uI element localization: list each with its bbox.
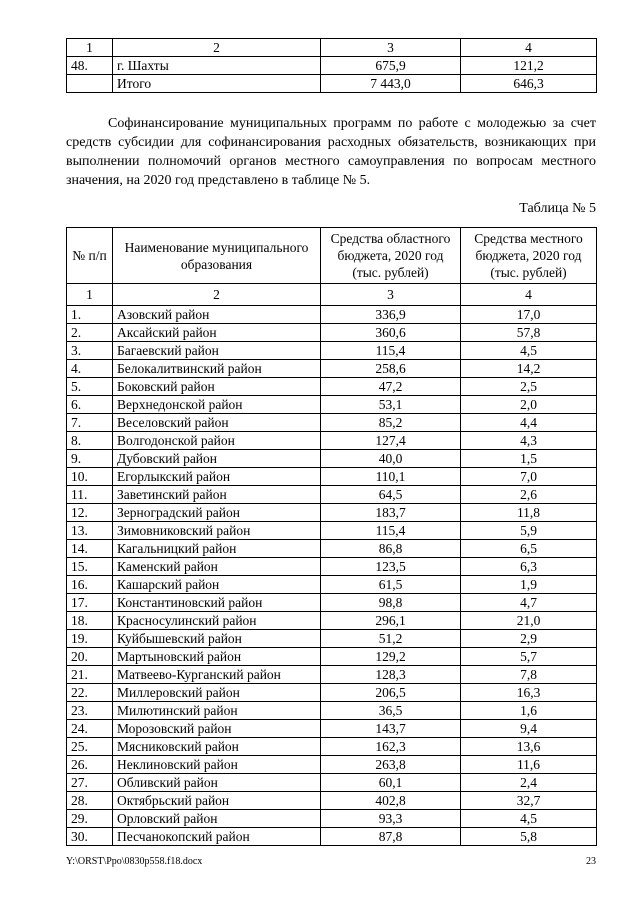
local-budget-value: 13,6 (461, 738, 597, 756)
regional-budget-value: 115,4 (321, 522, 461, 540)
row-number: 22. (67, 684, 113, 702)
municipality-name: Итого (113, 75, 321, 93)
municipality-name: Верхнедонской район (113, 396, 321, 414)
row-number: 27. (67, 774, 113, 792)
row-number: 5. (67, 378, 113, 396)
local-budget-value: 4,5 (461, 342, 597, 360)
table-row (67, 432, 597, 450)
row-number: 12. (67, 504, 113, 522)
regional-budget-value: 336,9 (321, 306, 461, 324)
table-row (67, 684, 597, 702)
table-row (67, 828, 597, 846)
municipality-name: Егорлыкский район (113, 468, 321, 486)
municipality-name: Заветинский район (113, 486, 321, 504)
table-caption: Таблица № 5 (519, 201, 596, 216)
municipality-name: Каменский район (113, 558, 321, 576)
header-regional: Средства областного бюджета, 2020 год (тыс. рублей) (321, 228, 461, 284)
municipality-name: Азовский район (113, 306, 321, 324)
local-budget-value: 5,8 (461, 828, 597, 846)
municipality-name: Кашарский район (113, 576, 321, 594)
local-budget-value: 1,9 (461, 576, 597, 594)
row-number: 6. (67, 396, 113, 414)
regional-budget-value: 675,9 (321, 57, 461, 75)
municipality-name: Дубовский район (113, 450, 321, 468)
table-row (67, 306, 597, 324)
municipality-name: Мясниковский район (113, 738, 321, 756)
municipality-name: Аксайский район (113, 324, 321, 342)
col-number: 2 (113, 39, 321, 57)
regional-budget-value: 183,7 (321, 504, 461, 522)
local-budget-value: 2,4 (461, 774, 597, 792)
table-row (67, 378, 597, 396)
table-row (67, 810, 597, 828)
table-row (67, 774, 597, 792)
regional-budget-value: 360,6 (321, 324, 461, 342)
col-number: 3 (321, 284, 461, 306)
table-row (67, 540, 597, 558)
local-budget-value: 2,9 (461, 630, 597, 648)
municipality-name: Обливский район (113, 774, 321, 792)
page-number: 23 (586, 856, 596, 867)
municipality-name: Мартыновский район (113, 648, 321, 666)
row-number: 17. (67, 594, 113, 612)
municipality-name: Песчанокопский район (113, 828, 321, 846)
regional-budget-value: 64,5 (321, 486, 461, 504)
table-row (67, 738, 597, 756)
regional-budget-value: 128,3 (321, 666, 461, 684)
municipality-name: Волгодонской район (113, 432, 321, 450)
table-row (67, 630, 597, 648)
regional-budget-value: 263,8 (321, 756, 461, 774)
local-budget-value: 2,0 (461, 396, 597, 414)
regional-budget-value: 93,3 (321, 810, 461, 828)
municipality-name: Константиновский район (113, 594, 321, 612)
table-row (67, 612, 597, 630)
table-row (67, 486, 597, 504)
local-budget-value: 57,8 (461, 324, 597, 342)
regional-budget-value: 296,1 (321, 612, 461, 630)
table-row (67, 756, 597, 774)
col-number: 1 (67, 284, 113, 306)
row-number: 15. (67, 558, 113, 576)
regional-budget-value: 61,5 (321, 576, 461, 594)
municipality-name: Орловский район (113, 810, 321, 828)
regional-budget-value: 7 443,0 (321, 75, 461, 93)
regional-budget-value: 53,1 (321, 396, 461, 414)
table-row (67, 450, 597, 468)
col-number: 4 (461, 284, 597, 306)
regional-budget-value: 110,1 (321, 468, 461, 486)
subsidy-table (66, 227, 597, 846)
municipality-name: Боковский район (113, 378, 321, 396)
regional-budget-value: 60,1 (321, 774, 461, 792)
row-number: 24. (67, 720, 113, 738)
local-budget-value: 5,9 (461, 522, 597, 540)
table-row (67, 75, 597, 93)
row-number: 19. (67, 630, 113, 648)
row-number: 11. (67, 486, 113, 504)
regional-budget-value: 129,2 (321, 648, 461, 666)
local-budget-value: 9,4 (461, 720, 597, 738)
local-budget-value: 1,6 (461, 702, 597, 720)
municipality-name: Веселовский район (113, 414, 321, 432)
table-row (67, 558, 597, 576)
col-number: 2 (113, 284, 321, 306)
table-row (67, 702, 597, 720)
regional-budget-value: 47,2 (321, 378, 461, 396)
regional-budget-value: 51,2 (321, 630, 461, 648)
local-budget-value: 5,7 (461, 648, 597, 666)
local-budget-value: 4,4 (461, 414, 597, 432)
table-row (67, 360, 597, 378)
regional-budget-value: 258,6 (321, 360, 461, 378)
municipality-name: Милютинский район (113, 702, 321, 720)
row-number: 48. (67, 57, 113, 75)
row-number: 16. (67, 576, 113, 594)
row-number: 3. (67, 342, 113, 360)
local-budget-value: 7,0 (461, 468, 597, 486)
table-row (67, 594, 597, 612)
local-budget-value: 4,7 (461, 594, 597, 612)
municipality-name: Неклиновский район (113, 756, 321, 774)
local-budget-value: 17,0 (461, 306, 597, 324)
table-header-row (67, 228, 597, 284)
local-budget-value: 11,6 (461, 756, 597, 774)
row-number: 10. (67, 468, 113, 486)
row-number: 13. (67, 522, 113, 540)
local-budget-value: 4,5 (461, 810, 597, 828)
col-number: 4 (461, 39, 597, 57)
table-row (67, 468, 597, 486)
local-budget-value: 6,5 (461, 540, 597, 558)
column-number-row (67, 284, 597, 306)
local-budget-value: 646,3 (461, 75, 597, 93)
regional-budget-value: 36,5 (321, 702, 461, 720)
municipality-name: Морозовский район (113, 720, 321, 738)
local-budget-value: 7,8 (461, 666, 597, 684)
continuation-table-body (67, 57, 597, 93)
header-num: № п/п (67, 228, 113, 284)
regional-budget-value: 98,8 (321, 594, 461, 612)
row-number: 1. (67, 306, 113, 324)
regional-budget-value: 206,5 (321, 684, 461, 702)
table-row (67, 522, 597, 540)
row-number: 2. (67, 324, 113, 342)
row-number: 28. (67, 792, 113, 810)
continuation-table (66, 38, 597, 93)
local-budget-value: 6,3 (461, 558, 597, 576)
table-row (67, 666, 597, 684)
regional-budget-value: 87,8 (321, 828, 461, 846)
municipality-name: Кагальницкий район (113, 540, 321, 558)
regional-budget-value: 115,4 (321, 342, 461, 360)
row-number: 25. (67, 738, 113, 756)
col-number: 3 (321, 39, 461, 57)
table-row (67, 324, 597, 342)
municipality-name: г. Шахты (113, 57, 321, 75)
row-number: 4. (67, 360, 113, 378)
table-row (67, 504, 597, 522)
table-row (67, 792, 597, 810)
table-row (67, 57, 597, 75)
table-row (67, 648, 597, 666)
regional-budget-value: 402,8 (321, 792, 461, 810)
row-number: 14. (67, 540, 113, 558)
municipality-name: Матвеево-Курганский район (113, 666, 321, 684)
local-budget-value: 11,8 (461, 504, 597, 522)
regional-budget-value: 123,5 (321, 558, 461, 576)
row-number: 23. (67, 702, 113, 720)
local-budget-value: 2,6 (461, 486, 597, 504)
table-row (67, 342, 597, 360)
row-number: 18. (67, 612, 113, 630)
row-number: 7. (67, 414, 113, 432)
municipality-name: Куйбышевский район (113, 630, 321, 648)
row-number: 30. (67, 828, 113, 846)
municipality-name: Октябрьский район (113, 792, 321, 810)
row-number: 20. (67, 648, 113, 666)
col-number: 1 (67, 39, 113, 57)
local-budget-value: 1,5 (461, 450, 597, 468)
municipality-name: Багаевский район (113, 342, 321, 360)
regional-budget-value: 127,4 (321, 432, 461, 450)
table-row (67, 720, 597, 738)
table-row (67, 576, 597, 594)
municipality-name: Красносулинский район (113, 612, 321, 630)
row-number (67, 75, 113, 93)
regional-budget-value: 85,2 (321, 414, 461, 432)
regional-budget-value: 162,3 (321, 738, 461, 756)
local-budget-value: 16,3 (461, 684, 597, 702)
row-number: 26. (67, 756, 113, 774)
subsidy-table-body (67, 306, 597, 846)
header-local: Средства местного бюджета, 2020 год (тыс. рублей) (461, 228, 597, 284)
row-number: 21. (67, 666, 113, 684)
row-number: 29. (67, 810, 113, 828)
local-budget-value: 32,7 (461, 792, 597, 810)
regional-budget-value: 86,8 (321, 540, 461, 558)
local-budget-value: 121,2 (461, 57, 597, 75)
municipality-name: Зерноградский район (113, 504, 321, 522)
header-name: Наименование муниципального образования (113, 228, 321, 284)
local-budget-value: 21,0 (461, 612, 597, 630)
row-number: 8. (67, 432, 113, 450)
municipality-name: Миллеровский район (113, 684, 321, 702)
column-number-row (67, 39, 597, 57)
file-path: Y:\ORST\Ppo\0830p558.f18.docx (66, 856, 203, 867)
local-budget-value: 2,5 (461, 378, 597, 396)
regional-budget-value: 40,0 (321, 450, 461, 468)
municipality-name: Зимовниковский район (113, 522, 321, 540)
local-budget-value: 4,3 (461, 432, 597, 450)
table-row (67, 396, 597, 414)
municipality-name: Белокалитвинский район (113, 360, 321, 378)
table-row (67, 414, 597, 432)
regional-budget-value: 143,7 (321, 720, 461, 738)
row-number: 9. (67, 450, 113, 468)
body-paragraph: Софинансирование муниципальных программ по работе с молодежью за счет средств субсидии для софинансирования расходных обязательств, возникающих при выполнении полномочий органов местного самоуправления по вопросам местного значения, на 2020 год представлено в таблице № 5. (66, 116, 596, 188)
local-budget-value: 14,2 (461, 360, 597, 378)
